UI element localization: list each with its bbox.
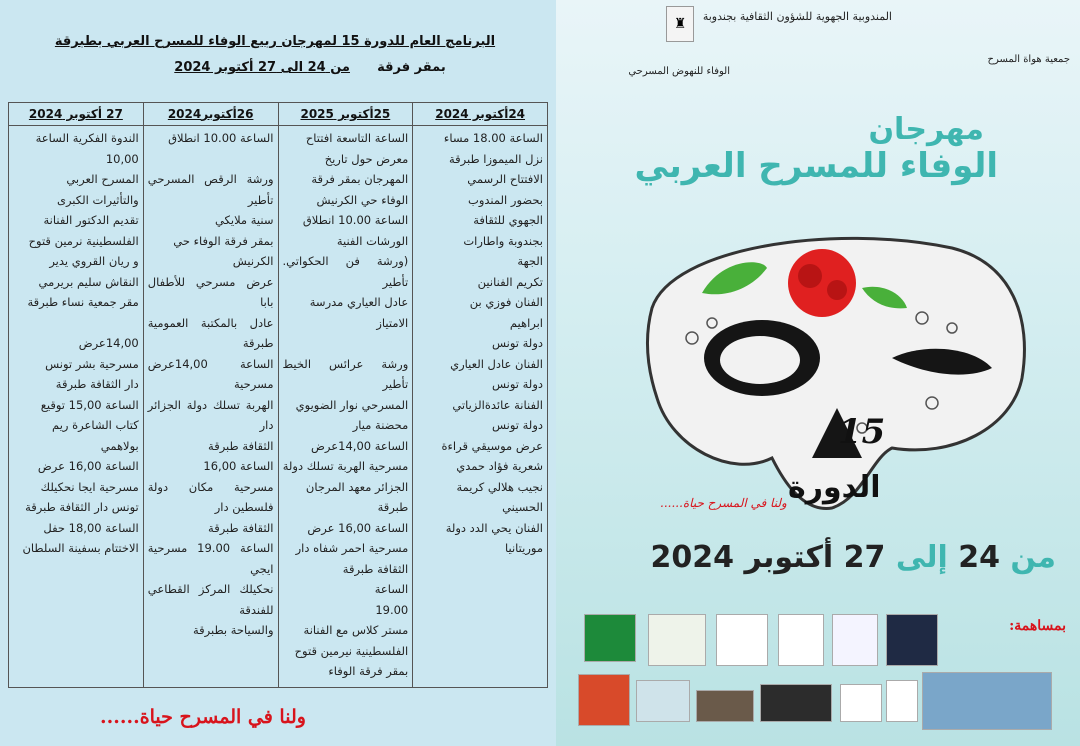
sponsor-crest-icon [832,614,878,666]
schedule-line: الجهة [517,254,543,268]
program-subtitle [150,60,470,75]
sponsor-logo-icon [716,614,768,666]
day1-schedule [413,126,548,688]
schedule-line: ورشة الرقص المسرحي تأطير [147,172,274,207]
sponsor-logo-icon [778,614,824,666]
schedule-line: موريتانيا [504,541,543,555]
schedule-line: عادل العياري مدرسة [309,295,409,309]
sponsor-logo-icon [636,680,690,722]
day-start: 24 [958,540,1000,575]
schedule-line: مقر جمعية نساء طبرقة [27,295,139,309]
schedule-line: بمقر فرقة الوفاء [328,664,409,678]
schedule-line: الجزائر معهد المرجان [305,479,409,494]
schedule-line: الساعة 18,00 حفل [43,520,139,535]
schedule-line: الساعة 15,00 توقيع [40,397,139,412]
schedule-line: تونس دار الثقافة طبرقة [25,500,139,514]
schedule-line: الندوة الفكرية الساعة [35,131,139,145]
schedule-line: عادل بالمكتبة العمومية طبرقة [147,315,274,350]
schedule-line: الجهوي للثقافة [473,213,543,227]
schedule-line: سنية ملايكي [214,213,274,227]
schedule-line: و ريان القروي يدير [49,254,139,268]
poster-slogan: ولنا في المسرح حياة...... [660,496,787,510]
schedule-line: الورشات الفنية [336,233,409,248]
schedule-line: بمقر فرقة الوفاء حي [173,233,274,248]
schedule-line: عرض موسيقي قراءة [441,438,543,453]
sponsor-logo-icon [584,614,636,662]
schedule-line: 19.00 [375,602,409,617]
sponsor-logo-icon [578,674,630,726]
sponsor-logo-icon [760,684,832,722]
schedule-line: تكريم الفنانين [477,274,543,289]
schedule-line: الفنانة عائدةالزياتي [452,397,543,412]
schedule-line: دار الثقافة طبرقة [55,377,139,391]
schedule-line [148,149,274,170]
ministry-logo-icon: ♜ [666,6,694,42]
schedule-line [283,333,409,354]
dates-from: من [1010,540,1056,575]
association-left: الوفاء للنهوض المسرحي [628,66,730,77]
sponsor-logo-icon [648,614,706,666]
sponsor-logo-icon [696,690,754,722]
dates-to: إلى [895,540,948,575]
program-table [8,102,548,688]
schedule-line: مستر كلاس مع الفنانة [303,623,409,637]
schedule-line: نحكيلك المركز القطاعي للفندقة [147,582,274,617]
schedule-line: الثقافة طبرقة [208,520,274,535]
schedule-line: الساعة 14,00عرض مسرحية [147,356,274,391]
schedule-line: الساعة 16,00 عرض [307,520,409,535]
schedule-line: بحضور المندوب [468,192,543,207]
program-venue: بمقر فرقة [377,60,446,75]
schedule-line: الفنان فوزي بن [469,295,543,309]
schedule-line: بجندوبة واطارات [463,233,543,248]
festival-poster [556,0,1080,746]
schedule-line: دولة تونس [491,336,543,350]
schedule-line: دولة تونس [491,418,543,432]
schedule-line: الساعة 16,00 [203,459,274,473]
schedule-line: الافتتاح الرسمي [467,172,543,186]
schedule-line: تقديم الدكتور الفنانة [43,213,139,227]
schedule-line: الساعة [374,582,409,596]
schedule-line: ابراهيم [509,315,543,330]
schedule-line: ورشة عرائس الخيط تأطير [282,356,409,391]
schedule-line: نجيب هلالي كريمة [456,479,543,494]
association-right: جمعية هواة المسرح [987,54,1070,65]
day3-header: 26أكتوبر2024 [143,103,278,126]
schedule-line: الاختتام بسفينة السلطان [22,541,139,555]
sponsor-logo-icon [886,680,918,722]
festival-name: الوفاء للمسرح العربي [634,146,998,186]
sponsor-logo-icon [886,614,938,666]
schedule-line: الساعة 18.00 مساء [443,131,543,145]
festival-dates [586,540,1056,575]
schedule-line: بولاهمي [100,438,139,453]
schedule-line: مسرحية احمر شفاه دار [295,541,409,555]
schedule-line: مسرحية مكان دولة فلسطين دار [147,479,274,514]
edition-word: الدورة [788,470,881,505]
month-year: أكتوبر 2024 [650,540,834,575]
schedule-line: كتاب الشاعرة ريم [52,418,139,432]
sponsor-logo-icon [840,684,882,722]
program-dates: من 24 الى 27 أكتوبر 2024 [174,60,350,75]
sponsors-label: بمساهمة: [1009,618,1066,634]
day1-header: 24أكتوبر 2024 [413,103,548,126]
schedule-line: الفنان عادل العياري [450,356,543,371]
schedule-line: مسرحية الهربة تسلك دولة [282,459,409,473]
organizer-name: المندوبية الجهوية للشؤون الثقافية بجندوبة [702,10,892,23]
day3-schedule [143,126,278,688]
schedule-line: الساعة 10.00 انطلاق [302,213,409,227]
day2-header: 25أكتوبر 2025 [278,103,413,126]
schedule-line: شعرية فؤاد حمدي [456,459,543,473]
schedule-line: مسرحية ايجا نحكيلك [40,479,139,494]
schedule-line: والسياحة بطبرقة [192,623,274,637]
day2-schedule [278,126,413,688]
schedule-line: الكرنيش [232,254,274,268]
schedule-line: (ورشة فن الحكواتي. تأطير [282,254,409,289]
festival-word: مهرجان [868,112,984,147]
day4-header: 27 أكتوبر 2024 [9,103,144,126]
schedule-line: 10,00 [105,151,139,166]
schedule-line: الثقافة طبرقة [342,561,409,576]
schedule-line: الساعة 10.00 انطلاق [168,131,274,145]
schedule-line: الفلسطينية نرمين قتوح [28,233,139,248]
schedule-line: محضنة ميار [352,418,409,432]
schedule-line: الثقافة طبرقة [208,438,274,453]
schedule-line: الحسيني [502,500,543,514]
schedule-line: عرض مسرحي للأطفال بابا [147,274,274,309]
schedule-line: المهرجان بمقر فرقة [311,172,409,186]
hotel-photo-icon [922,672,1052,730]
schedule-line: الساعة 16,00 عرض [37,459,139,473]
program-slogan: ولنا في المسرح حياة...... [100,706,306,728]
day4-schedule [9,126,144,688]
schedule-line: الفنان يحي الدد دولة [445,520,543,535]
edition-number: 15 [838,412,886,452]
schedule-line: دولة تونس [491,377,543,391]
schedule-line: طبرقة [377,500,409,514]
program-title: البرنامج العام للدورة 15 لمهرجان ربيع الوفاء للمسرح العربي بطبرقة [54,34,496,49]
schedule-line: معرض حول تاريخ [324,151,409,166]
schedule-line: الفلسطينية نيرمين قتوح [294,643,409,658]
schedule-line: 14,00عرض [78,336,139,350]
day-end: 27 [843,540,886,575]
schedule-line: الامتياز [376,315,409,330]
schedule-line [13,313,139,334]
schedule-line: الوفاء حي الكرنيش [316,192,409,207]
schedule-line: الساعة 19.00 مسرحية ايجي [147,541,274,576]
schedule-line: نزل الميموزا طبرقة [449,151,543,166]
schedule-line: والتأثيرات الكبرى [56,192,139,207]
schedule-line: مسرحية بشر تونس [45,356,139,371]
schedule-line: الهربة تسلك دولة الجزائر دار [147,397,274,432]
schedule-line: المسرحي نوار الضويوي [295,397,409,412]
schedule-line: الساعة 14,00عرض [311,438,409,453]
schedule-line: النقاش سليم بريرمي [38,274,139,289]
schedule-line: المسرح العربي [66,172,139,186]
schedule-line: الساعة التاسعة افتتاح [305,131,409,145]
